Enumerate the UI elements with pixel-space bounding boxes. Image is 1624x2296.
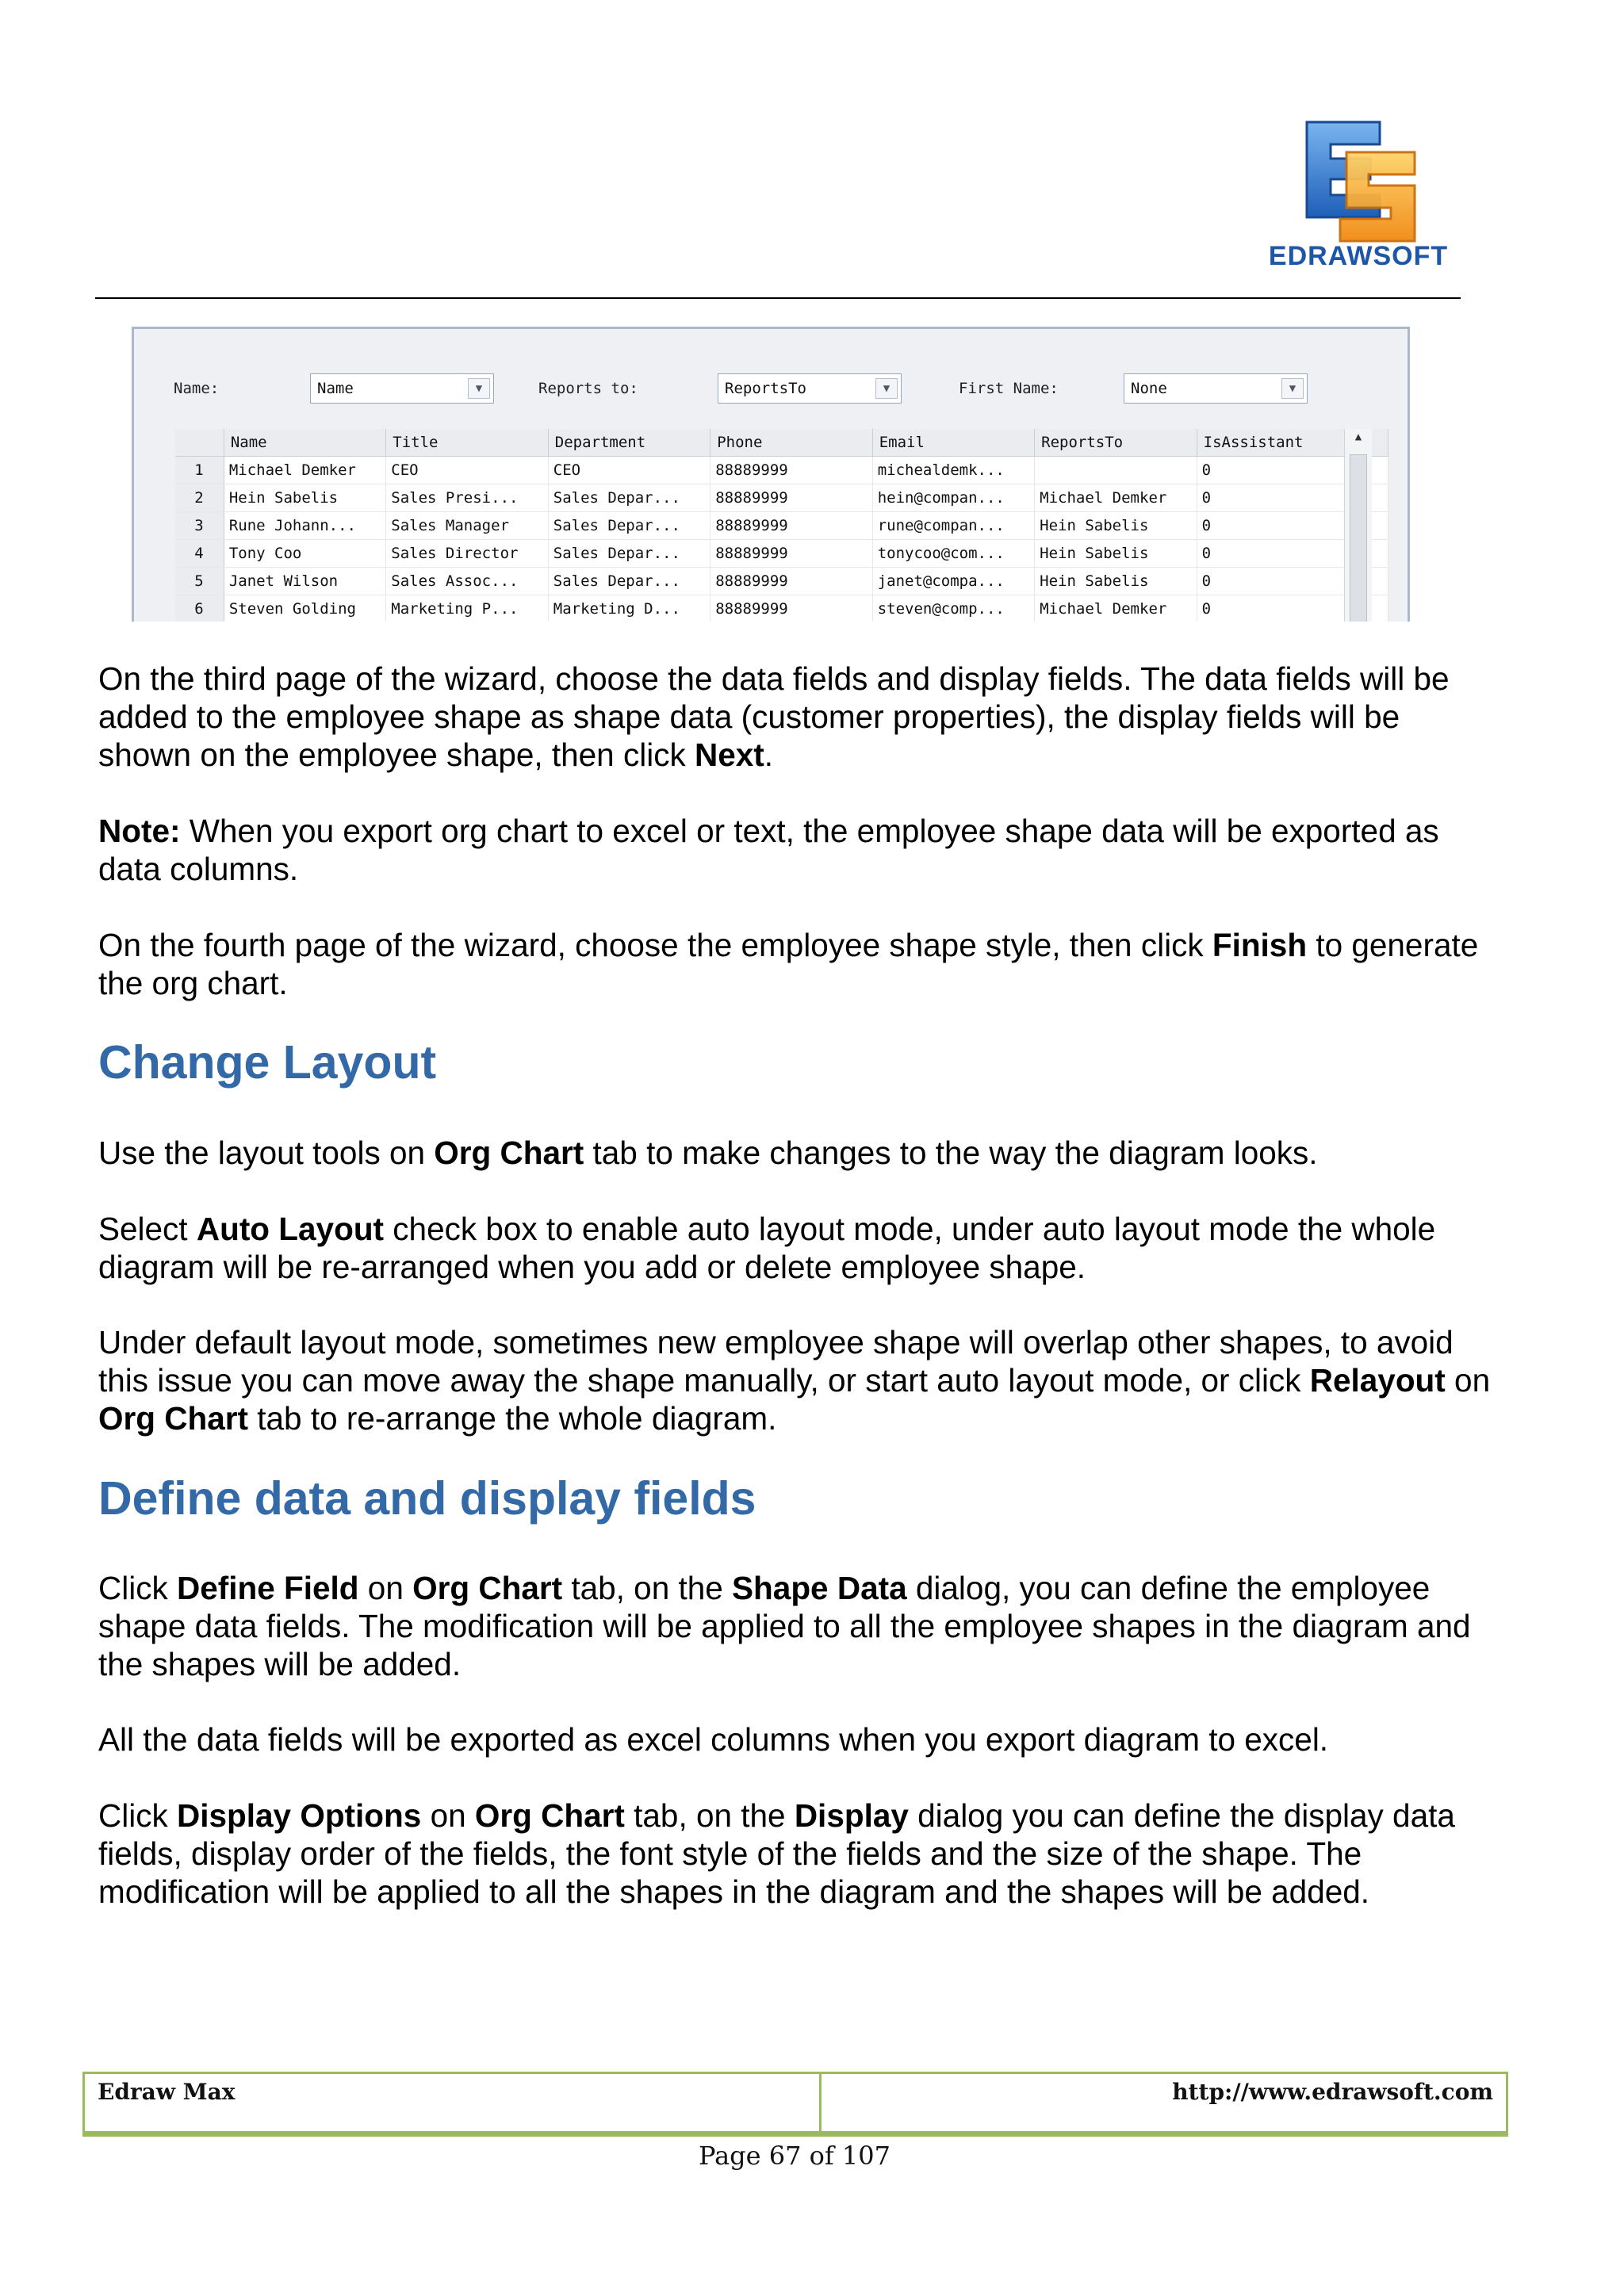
cell[interactable]: tonycoo@com... [872,540,1034,568]
chevron-down-icon[interactable]: ▼ [875,378,898,399]
table-row[interactable] [175,457,1388,484]
cell[interactable]: 88889999 [710,568,872,595]
table-row[interactable] [175,512,1388,540]
row-number: 2 [175,484,224,512]
grid-scrollbar[interactable] [1344,429,1372,622]
cell[interactable]: 88889999 [710,540,872,568]
cell[interactable]: Janet Wilson [224,568,385,595]
paragraph-fourth-page: On the fourth page of the wizard, choose the employee shape style, then click Finish to generate the org chart. [98,927,1479,1001]
paragraph-define-field: Click Define Field on Org Chart tab, on the Shape Data dialog, you can define the employee shape data fields. The modification will be applied to all the employee shapes in the diagram and the shapes will be added. [98,1570,1471,1682]
table-row[interactable] [175,540,1388,568]
table-row[interactable] [175,484,1388,512]
row-number: 3 [175,512,224,540]
cell[interactable]: Hein Sabelis [1035,568,1197,595]
footer-product-name: Edraw Max [84,2073,821,2133]
cell[interactable]: Sales Manager [386,512,548,540]
cell[interactable]: 0 [1197,568,1388,595]
cell[interactable]: 0 [1197,512,1388,540]
paragraph-display-options: Click Display Options on Org Chart tab, on the Display dialog you can define the display data fields, display order of the fields, the font style of the fields and the size of the shape. The modification will be applied to all the shapes in the diagram and the shapes will be added. [98,1797,1455,1910]
row-number: 6 [175,595,224,622]
column-header[interactable]: Name [224,429,385,457]
logo-text: EDRAWSOFT [1268,241,1449,271]
wizard-screenshot [132,327,1410,622]
cell[interactable]: steven@comp... [872,595,1034,622]
column-header[interactable]: ReportsTo [1035,429,1197,457]
cell[interactable]: janet@compa... [872,568,1034,595]
page-number: Page 67 of 107 [698,2141,891,2171]
cell[interactable]: 0 [1197,457,1388,484]
chevron-down-icon[interactable]: ▼ [1281,378,1304,399]
cell[interactable]: Marketing P... [386,595,548,622]
cell[interactable]: Michael Demker [1035,595,1197,622]
row-number-header [175,429,224,457]
employee-data-grid [175,429,1388,622]
chevron-down-icon[interactable]: ▼ [468,378,490,399]
row-number: 1 [175,457,224,484]
header-divider [95,297,1461,299]
cell[interactable]: Michael Demker [1035,484,1197,512]
cell[interactable]: Hein Sabelis [1035,512,1197,540]
scroll-thumb[interactable] [1350,454,1367,622]
column-header[interactable]: Phone [710,429,872,457]
paragraph-auto-layout: Select Auto Layout check box to enable auto layout mode, under auto layout mode the whole diagram will be re-arranged when you add or delete employee shape. [98,1211,1436,1285]
first-name-label: First Name: [959,380,1059,397]
reports-to-label: Reports to: [538,380,638,397]
table-row[interactable] [175,595,1388,622]
cell[interactable]: Steven Golding [224,595,385,622]
paragraph-export-excel: All the data fields will be exported as excel columns when you export diagram to excel. [98,1721,1329,1758]
cell[interactable]: CEO [386,457,548,484]
grid-header-row [175,429,1388,457]
name-label: Name: [174,380,220,397]
cell[interactable]: hein@compan... [872,484,1034,512]
cell[interactable]: Rune Johann... [224,512,385,540]
first-name-combo-value: None [1131,380,1167,397]
cell[interactable]: 88889999 [710,595,872,622]
cell[interactable]: 0 [1197,595,1388,622]
cell[interactable]: Tony Coo [224,540,385,568]
heading-change-layout: Change Layout [98,1036,437,1089]
table-row[interactable] [175,568,1388,595]
cell[interactable]: Sales Director [386,540,548,568]
column-header[interactable]: Email [872,429,1034,457]
column-header[interactable]: Department [548,429,710,457]
cell[interactable]: Hein Sabelis [224,484,385,512]
reports-to-combo-value: ReportsTo [725,380,806,397]
cell[interactable] [1035,457,1197,484]
cell[interactable]: Sales Assoc... [386,568,548,595]
cell[interactable]: 0 [1197,484,1388,512]
heading-define-fields: Define data and display fields [98,1472,756,1525]
page-footer [82,2072,1508,2133]
paragraph-third-page: On the third page of the wizard, choose the data fields and display fields. The data fields will be added to the employee shape as shape data (customer properties), the display fields will be shown on the employee shape, then click Next. [98,660,1450,773]
cell[interactable]: Sales Depar... [548,540,710,568]
row-number: 5 [175,568,224,595]
cell[interactable]: Sales Depar... [548,484,710,512]
cell[interactable]: 88889999 [710,512,872,540]
row-number: 4 [175,540,224,568]
cell[interactable]: Sales Presi... [386,484,548,512]
name-combo-value: Name [317,380,354,397]
cell[interactable]: 88889999 [710,457,872,484]
cell[interactable]: Hein Sabelis [1035,540,1197,568]
cell[interactable]: michealdemk... [872,457,1034,484]
cell[interactable]: Marketing D... [548,595,710,622]
column-header[interactable]: Title [386,429,548,457]
paragraph-default-layout: Under default layout mode, sometimes new employee shape will overlap other shapes, to avoid this issue you can move away the shape manually, or start auto layout mode, or click Relayout on Org Chart tab to re-arrange the whole diagram. [98,1324,1491,1437]
scroll-up-arrow-icon[interactable]: ▲ [1354,430,1362,443]
cell[interactable]: 88889999 [710,484,872,512]
cell[interactable]: Sales Depar... [548,512,710,540]
cell[interactable]: Sales Depar... [548,568,710,595]
reports-to-combo[interactable] [718,373,902,404]
paragraph-note: Note: When you export org chart to excel or text, the employee shape data will be exported as data columns. [98,813,1439,887]
first-name-combo[interactable] [1124,373,1308,404]
name-combo[interactable] [310,373,494,404]
cell[interactable]: Michael Demker [224,457,385,484]
paragraph-layout-tools: Use the layout tools on Org Chart tab to make changes to the way the diagram looks. [98,1135,1318,1171]
cell[interactable]: rune@compan... [872,512,1034,540]
cell[interactable]: CEO [548,457,710,484]
footer-rule [82,2132,1508,2137]
column-header[interactable]: IsAssistant [1197,429,1388,457]
footer-url-link[interactable]: http://www.edrawsoft.com [821,2073,1507,2133]
cell[interactable]: 0 [1197,540,1388,568]
